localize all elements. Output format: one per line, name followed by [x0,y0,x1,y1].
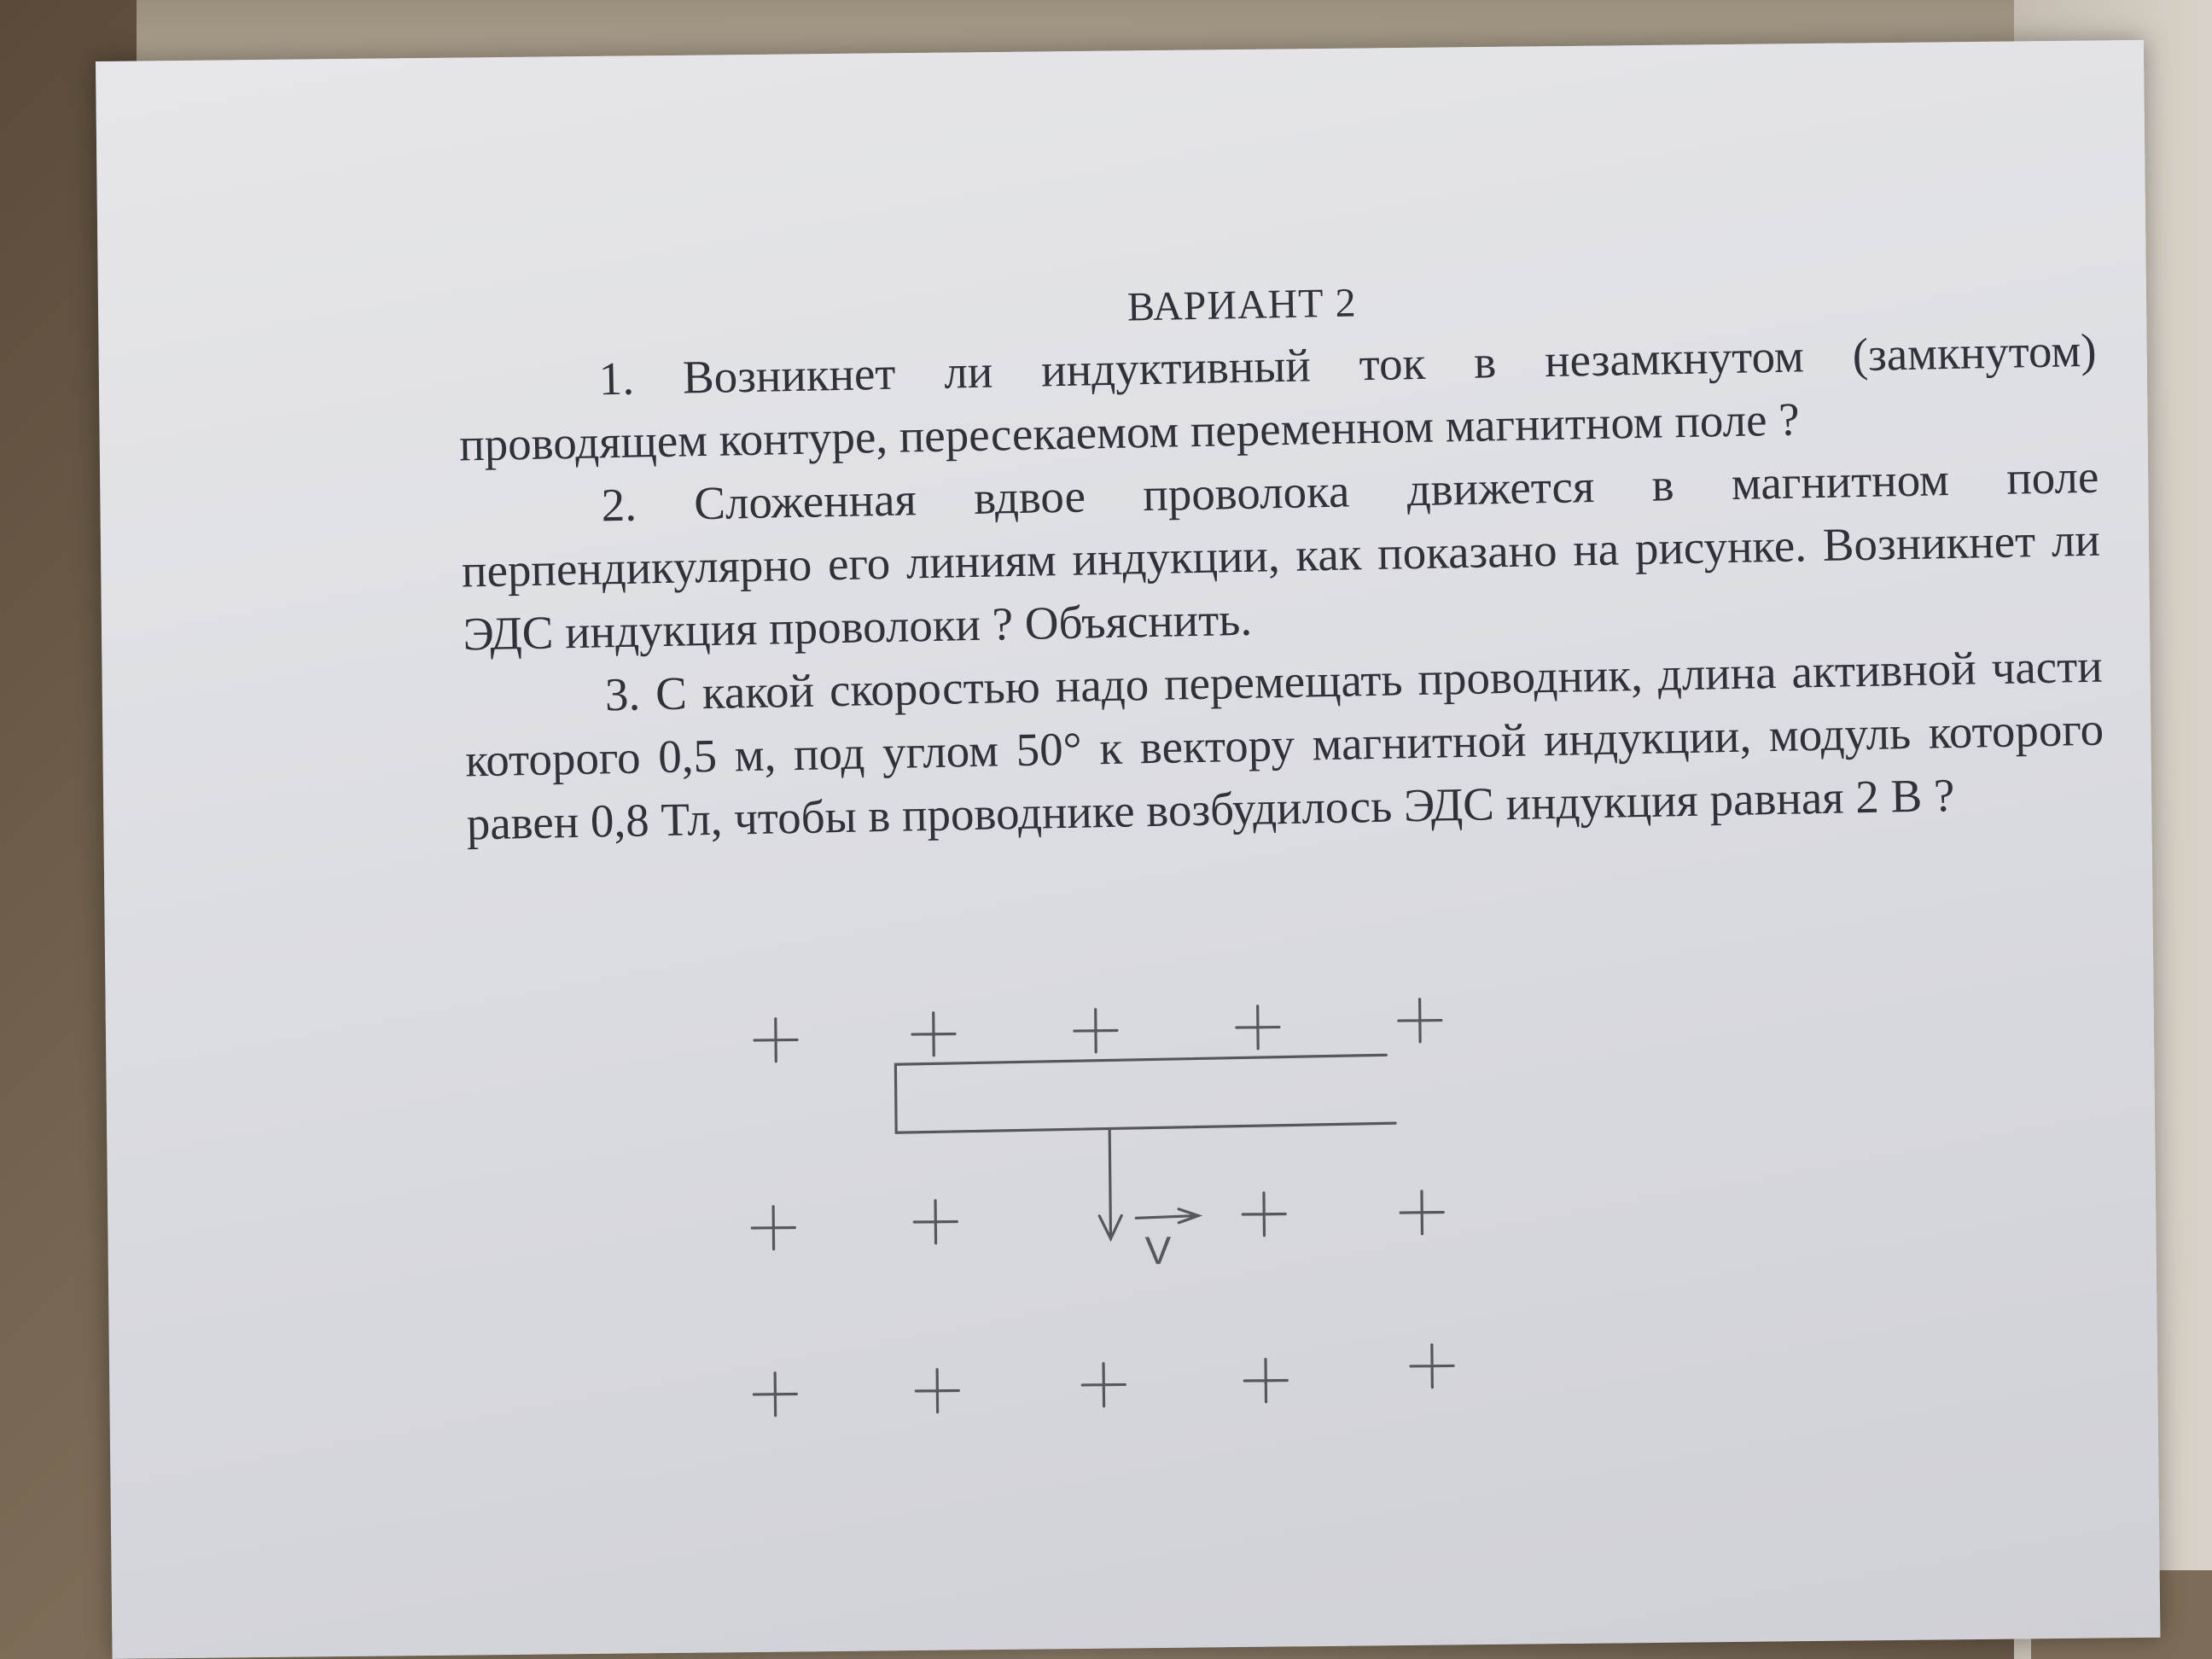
velocity-vector [1136,1209,1199,1273]
paper-sheet [96,40,2160,1659]
field-row-2 [752,1191,1444,1249]
field-cross [1243,1192,1286,1236]
field-cross [916,1369,959,1412]
field-cross [912,1013,956,1057]
field-cross [1082,1363,1126,1406]
magnetic-field-figure [702,968,1561,1454]
velocity-label: V [1144,1227,1172,1273]
field-cross [1244,1359,1288,1402]
field-cross [754,1018,798,1062]
wire-stem [1109,1131,1110,1237]
question-1: 1. Возникнет ли индуктивный ток в незамкнутом (замкнутом) проводящем контуре, пересекаемом переменном магнитном поле ? [458,323,2098,471]
field-cross [914,1201,958,1244]
field-cross [754,1372,797,1416]
field-cross [1411,1344,1454,1388]
field-cross [1074,1010,1118,1053]
question-3: 3. С какой скоростью надо перемещать проводник, длина активной части которого 0,5 м, под углом 50° к вектору магнитной индукции, модуль которого равен 0,8 Тл, чтобы в проводнике возбудилось ЭДС индукция равная 2 В ? [464,639,2104,850]
question-2: 2. Сложенная вдвое проволока движется в магнитном поле перпендикулярно его линиям индукции, как показано на рисунке. Возникнет ли ЭДС индукция проволоки ? Объяснить. [461,450,2101,661]
field-cross [1237,1006,1280,1050]
field-cross [1400,1191,1444,1235]
folded-wire [895,1055,1396,1241]
document-title: ВАРИАНТ 2 [1126,280,1358,330]
document-content [457,265,2105,856]
velocity-arrow [1136,1216,1196,1219]
field-cross [1399,999,1442,1043]
field-cross [752,1206,795,1249]
field-row-3 [754,1344,1454,1416]
wire-loop [895,1055,1395,1132]
field-row-1 [754,999,1442,1062]
